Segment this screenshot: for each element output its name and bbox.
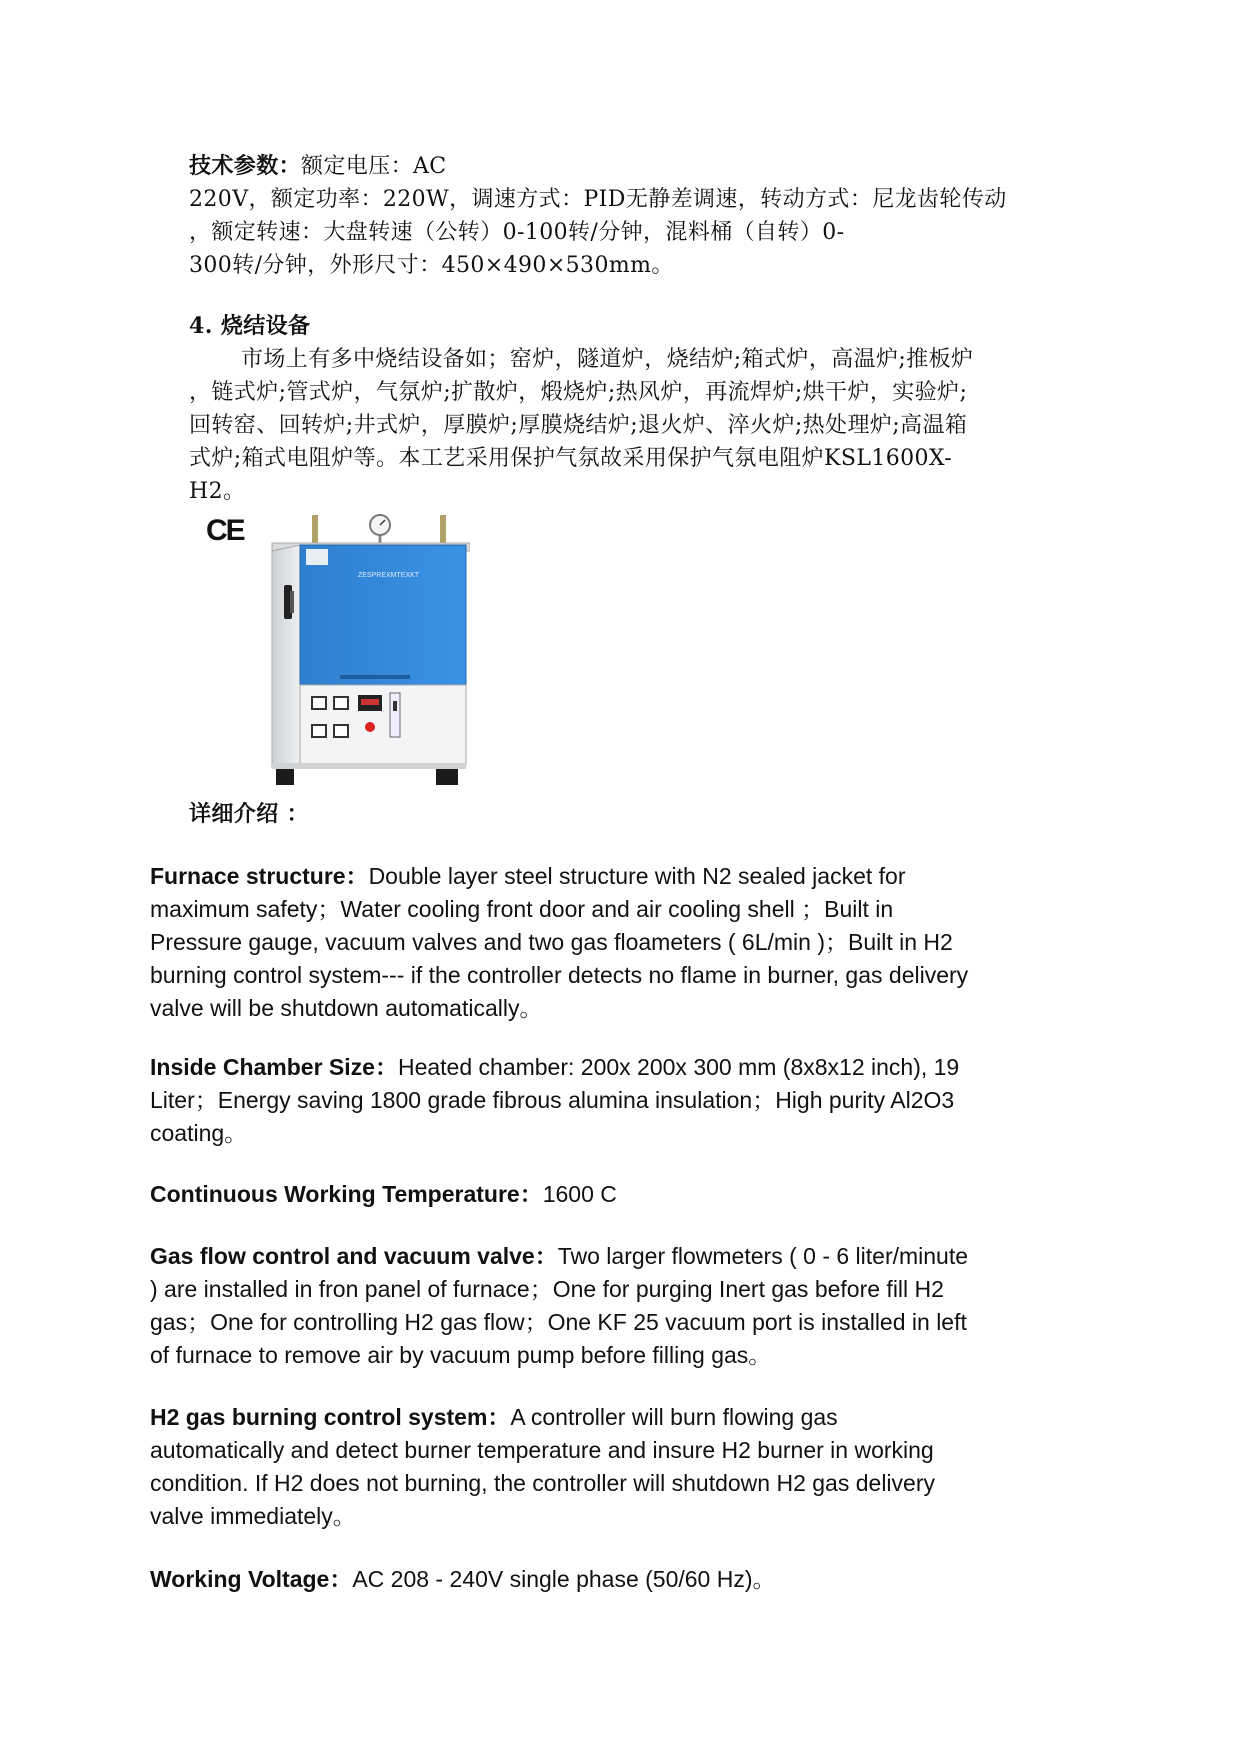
spec-label: Working Voltage： bbox=[150, 1566, 353, 1592]
spec-label: Furnace structure： bbox=[150, 863, 369, 889]
text-line: A controller will burn flowing gas bbox=[510, 1404, 838, 1430]
text-line: 220V，额定功率：220W，调速方式：PID无静差调速，转动方式：尼龙齿轮传动 bbox=[189, 187, 1007, 212]
text-line: 300转/分钟，外形尺寸：450×490×530mm。 bbox=[189, 253, 674, 278]
text-line: 额定电压：AC bbox=[301, 154, 447, 179]
detail-heading: 详细介绍 ： bbox=[189, 801, 310, 827]
text-line: of furnace to remove air by vacuum pump before filling gas。 bbox=[150, 1342, 772, 1368]
text-line: ，链式炉;管式炉，气氛炉;扩散炉，煅烧炉;热风炉，再流焊炉;烘干炉，实验炉; bbox=[189, 380, 968, 405]
text-line: Heated chamber: 200x 200x 300 mm (8x8x12 inch), 19 bbox=[397, 1054, 960, 1080]
text-line: AC 208 - 240V single phase (50/60 Hz)。 bbox=[352, 1566, 776, 1592]
spec-first-line bbox=[150, 1240, 968, 1273]
spec-first-line bbox=[150, 1563, 776, 1596]
text-line: burning control system--- if the controller detects no flame in burner, gas delivery bbox=[150, 962, 969, 988]
spec-label: Inside Chamber Size： bbox=[150, 1054, 398, 1080]
spec-gas-flow bbox=[150, 1240, 968, 1372]
text-line: 式炉;箱式电阻炉等。本工艺采用保护气氛故采用保护气氛电阻炉KSL1600X- bbox=[189, 446, 953, 471]
text-line: 1600 C bbox=[542, 1181, 617, 1207]
text-line: coating。 bbox=[150, 1120, 248, 1146]
spec-label: Gas flow control and vacuum valve： bbox=[150, 1243, 558, 1269]
tech-params-block bbox=[189, 150, 1007, 282]
spec-label: H2 gas burning control system： bbox=[150, 1404, 511, 1430]
text-line: Pressure gauge, vacuum valves and two gas floameters ( 6L/min )；Built in H2 bbox=[150, 929, 953, 955]
spec-chamber-size bbox=[150, 1051, 959, 1150]
tech-params-first-line bbox=[189, 150, 1007, 183]
text-line: gas；One for controlling H2 gas flow；One KF 25 vacuum port is installed in left bbox=[150, 1309, 967, 1335]
ce-mark: CE bbox=[206, 514, 244, 547]
text-line: H2。 bbox=[189, 479, 246, 504]
spec-working-temperature bbox=[150, 1178, 617, 1211]
text-line: Liter；Energy saving 1800 grade fibrous alumina insulation；High purity Al2O3 bbox=[150, 1087, 955, 1113]
furnace-product-image bbox=[250, 505, 470, 790]
spec-first-line bbox=[150, 1051, 959, 1084]
text-line: 市场上有多中烧结设备如；窑炉，隧道炉，烧结炉;箱式炉，高温炉;推板炉 bbox=[241, 347, 974, 372]
text-line: 回转窑、回转炉;井式炉，厚膜炉;厚膜烧结炉;退火炉、淬火炉;热处理炉;高温箱 bbox=[189, 413, 968, 438]
text-line: automatically and detect burner temperature and insure H2 burner in working bbox=[150, 1437, 934, 1463]
text-line: condition. If H2 does not burning, the controller will shutdown H2 gas delivery bbox=[150, 1470, 935, 1496]
spec-h2-burning bbox=[150, 1401, 935, 1533]
spec-first-line bbox=[150, 1178, 617, 1211]
text-line: Two larger flowmeters ( 0 - 6 liter/minute bbox=[557, 1243, 969, 1269]
text-line: valve immediately。 bbox=[150, 1503, 356, 1529]
section-heading: 4. 烧结设备 bbox=[189, 313, 311, 339]
spec-furnace-structure bbox=[150, 860, 968, 1025]
spec-first-line bbox=[150, 1401, 935, 1434]
spec-first-line bbox=[150, 860, 968, 893]
text-line: ，额定转速：大盘转速（公转）0-100转/分钟，混料桶（自转）0- bbox=[189, 220, 845, 245]
spec-label: Continuous Working Temperature： bbox=[150, 1181, 543, 1207]
text-line: maximum safety；Water cooling front door and air cooling shell ；Built in bbox=[150, 896, 894, 922]
text-line: valve will be shutdown automatically。 bbox=[150, 995, 543, 1021]
spec-working-voltage bbox=[150, 1563, 776, 1596]
tech-params-label: 技术参数： bbox=[189, 153, 302, 179]
panel-label: ZESPREXMTEXKT bbox=[358, 572, 420, 579]
text-line: ) are installed in fron panel of furnace；One for purging Inert gas before fill H2 bbox=[150, 1276, 944, 1302]
section-paragraph bbox=[189, 343, 973, 508]
text-line: Double layer steel structure with N2 sealed jacket for bbox=[368, 863, 906, 889]
